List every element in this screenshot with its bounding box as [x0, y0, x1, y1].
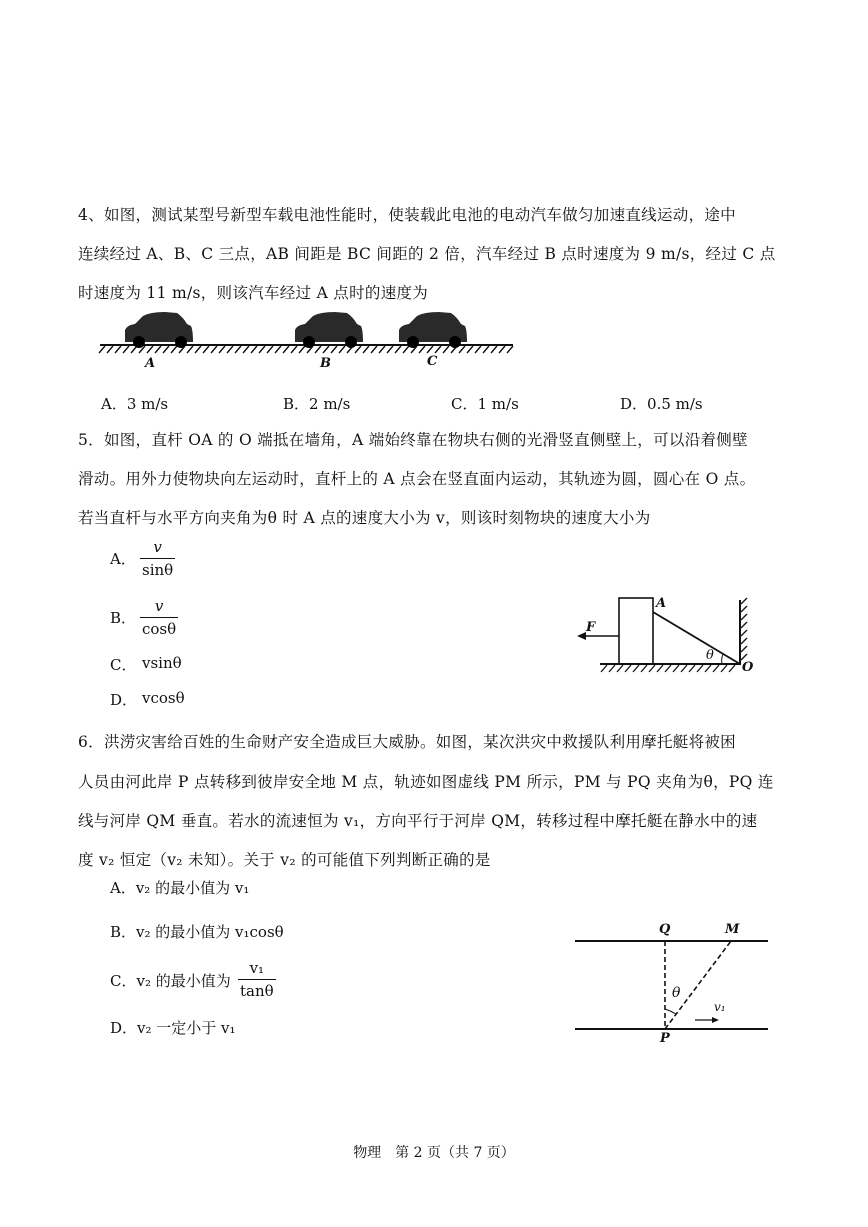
- q6-option-d: D．v₂ 一定小于 v₁: [110, 1019, 236, 1037]
- q4-line-1: 4、如图，测试某型号新型车载电池性能时，使装载此电池的电动汽车做匀加速直线运动，途中: [78, 206, 736, 224]
- q5-option-b-label: B．: [110, 609, 137, 627]
- q6-option-c-fraction: [238, 959, 276, 1000]
- q5-option-d-label: D．: [110, 691, 138, 709]
- q4-option-b: B．2 m/s: [283, 395, 351, 413]
- q4-road-figure: [95, 305, 520, 375]
- q4-point-a: A: [145, 356, 156, 371]
- q6-c-numerator: v₁: [249, 959, 265, 977]
- q6-option-b: B．v₂ 的最小值为 v₁cosθ: [110, 923, 284, 941]
- q4-line-3: 时速度为 11 m/s，则该汽车经过 A 点时的速度为: [78, 284, 429, 302]
- q4-point-b: B: [320, 356, 331, 371]
- q4-point-c: C: [427, 354, 438, 369]
- q5-option-a-label: A．: [110, 550, 136, 568]
- q5-option-c-text: vsinθ: [142, 654, 182, 672]
- q5-a-denominator: sinθ: [142, 561, 174, 579]
- q5-option-d-text: vcosθ: [142, 689, 185, 707]
- car-icon-a: [125, 312, 193, 348]
- q5-b-numerator: v: [154, 597, 164, 615]
- q5-rod-block-figure: [575, 592, 765, 682]
- q6-line-4: 度 v₂ 恒定（v₂ 未知）。关于 v₂ 的可能值下列判断正确的是: [78, 851, 491, 869]
- q5-option-b-fraction: [140, 597, 178, 638]
- car-icon-b: [295, 312, 363, 348]
- q5-point-a: A: [656, 596, 667, 611]
- q6-line-1: 6．洪涝灾害给百姓的生命财产安全造成巨大威胁。如图，某次洪灾中救援队利用摩托艇将被困: [78, 733, 736, 751]
- q6-point-p: P: [660, 1031, 670, 1046]
- q4-option-a: A．3 m/s: [101, 395, 169, 413]
- q6-angle-label: θ: [672, 985, 681, 1001]
- q5-b-denominator: cosθ: [142, 620, 177, 638]
- q5-a-numerator: v: [153, 538, 162, 556]
- q5-point-o: O: [742, 660, 754, 675]
- page-footer: 物理 第 2 页（共 7 页）: [353, 1145, 515, 1161]
- car-icon-c: [399, 312, 467, 348]
- q5-angle-label: θ: [706, 648, 714, 663]
- q5-option-c-label: C．: [110, 656, 137, 674]
- q6-option-a: A．v₂ 的最小值为 v₁: [110, 879, 250, 897]
- q6-point-q: Q: [659, 922, 671, 937]
- q6-option-c-label: C．v₂ 的最小值为: [110, 972, 231, 990]
- q4-option-d: D．0.5 m/s: [620, 395, 703, 413]
- q5-line-2: 滑动。用外力使物块向左运动时，直杆上的 A 点会在竖直面内运动，其轨迹为圆，圆心在 O 点。: [78, 470, 756, 488]
- q6-line-3: 线与河岸 QM 垂直。若水的流速恒为 v₁，方向平行于河岸 QM，转移过程中摩托艇在静水中的速: [78, 812, 758, 830]
- q6-river-figure: [575, 925, 770, 1035]
- q5-line-3: 若当直杆与水平方向夹角为θ 时 A 点的速度大小为 v，则该时刻物块的速度大小为: [78, 509, 651, 527]
- q6-c-denominator: tanθ: [240, 982, 274, 1000]
- q5-option-a-fraction: [140, 538, 175, 579]
- q6-point-m: M: [725, 922, 740, 937]
- q6-line-2: 人员由河此岸 P 点转移到彼岸安全地 M 点，轨迹如图虚线 PM 所示，PM 与 PQ 夹角为θ，PQ 连: [78, 773, 774, 791]
- q4-option-c: C．1 m/s: [451, 395, 519, 413]
- q5-line-1: 5．如图，直杆 OA 的 O 端抵在墙角，A 端始终靠在物块右侧的光滑竖直侧壁上，可以沿着侧壁: [78, 431, 748, 449]
- q5-force-label: F: [586, 620, 596, 635]
- q4-line-2: 连续经过 A、B、C 三点，AB 间距是 BC 间距的 2 倍，汽车经过 B 点时速度为 9 m/s，经过 C 点: [78, 245, 776, 263]
- q6-v1-label: v₁: [714, 1000, 726, 1014]
